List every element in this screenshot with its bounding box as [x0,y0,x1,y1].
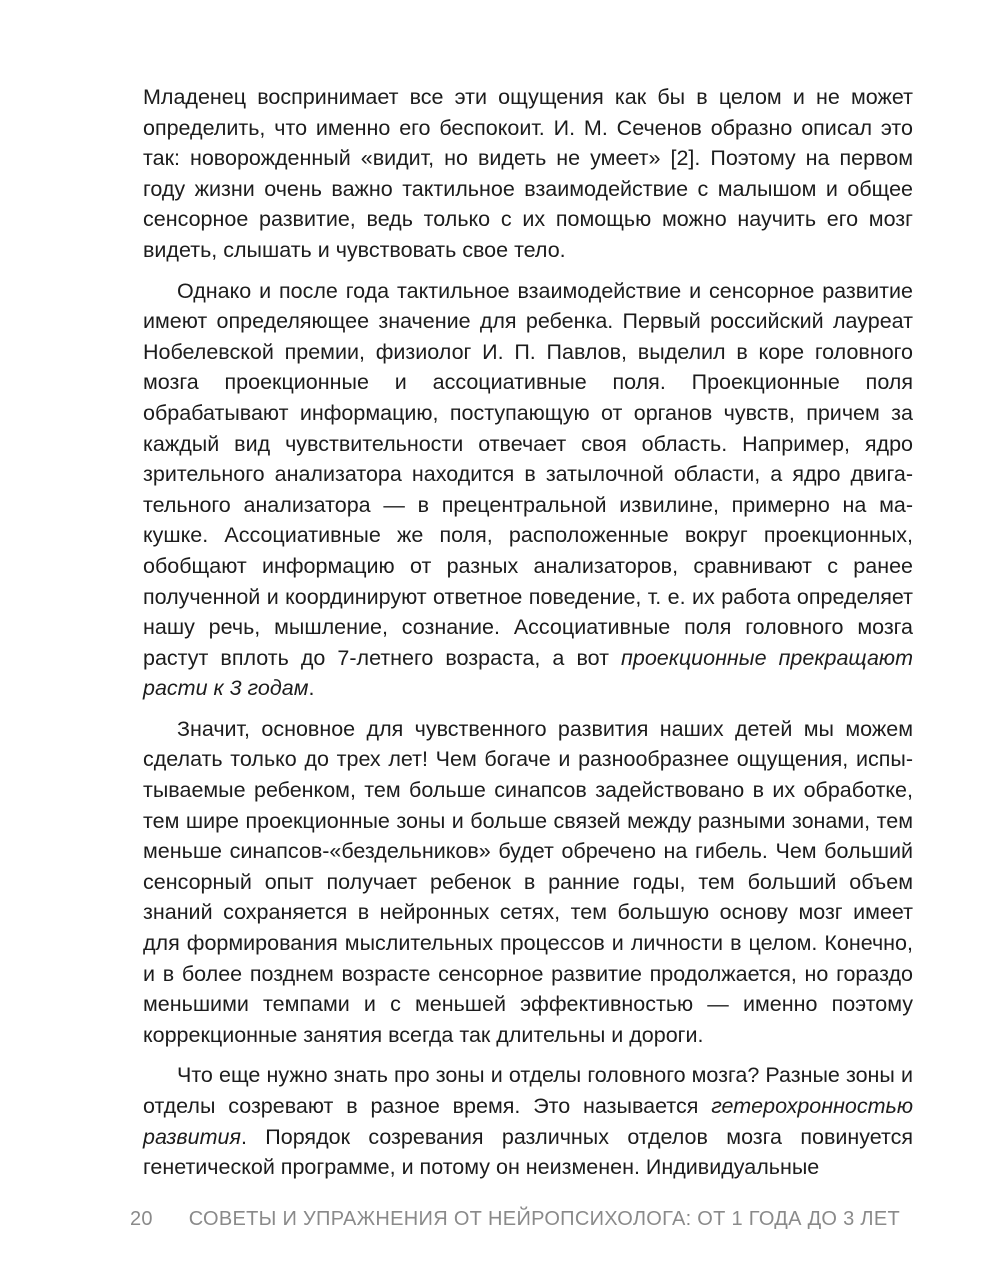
paragraph-text: Младенец воспринимает все эти ощущения как бы в целом и не может определить, что именно его беспокоит. И. М. Сеченов образно описал это так: новорожденный «видит, но видеть не умеет» [2]. Поэтому на первом году жизни очень важно тактильное взаимодействие с малышом и общее сенсорное развитие, ведь только с их помощью можно научить его мозг видеть, слышать и чувствовать свое тело. [143,85,913,262]
paragraph-3 [143,714,913,1051]
emphasis-text: проекционные прекращают расти к 3 годам [143,645,913,701]
running-title: СОВЕТЫ И УПРАЖНЕНИЯ ОТ НЕЙРОПСИХОЛОГА: ОТ 1 ГОДА ДО 3 ЛЕТ [188,1208,900,1230]
paragraph-text: . Порядок созревания различных отделов мозга повинуется генетической программе, и потому он неизменен. Индивидуальные [143,1124,913,1180]
paragraph-text: . [308,676,315,701]
paragraph-1 [143,82,913,266]
paragraph-4 [143,1060,913,1182]
paragraph-text: Значит, основное для чувственного развития наших детей мы можем сделать только до трех лет! Чем богаче и разнообразнее ощущения, испытываемые ребенком, тем больше синапсов задействовано в их обработке, тем шире проекционные зоны и больше связей между разными зонами, тем меньше синапсов-«бездельников» будет обречено на гибель. Чем больший сенсорный опыт получает ребенок в ранние годы, тем больший объем знаний сохраняется в нейронных сетях, тем большую основу мозг имеет для формирования мыслительных процессов и личности в целом. Конечно, и в более позднем возрасте сенсорное развитие продолжается, но гораздо меньшими темпами и с меньшей эффективностью — именно поэтому коррекционные занятия всегда так длительны и дороги. [143,716,913,1047]
emphasis-text: гетерохронностью развития [143,1094,913,1149]
paragraph-2 [143,276,913,704]
page-body [143,82,913,1183]
paragraph-text: Что еще нужно знать про зоны и отделы головного мозга? Разные зоны и отделы созревают в разное время. Это называется [143,1063,913,1118]
paragraph-text: Однако и после года тактильное взаимодействие и сенсорное развитие имеют определяющее значение для ребенка. Первый российский лауреат Нобелевской премии, физиолог И. П. Павлов, выделил в коре головного мозга проекционные и ассоциативные поля. Проекционные поля обрабатывают информацию, поступающую от органов чувств, причем за каждый вид чувствительности отвечает своя область. Например, ядро зрительного анализатора находится в затылочной области, а ядро двигательного анализатора — в прецентральной извилине, примерно на макушке. Ассоциативные же поля, расположенные вокруг проекционных, обобщают информацию от разных анализаторов, сравнивают с ранее полученной и координируют ответное поведение, т. е. их работа определяет нашу речь, мышление, сознание. Ассоциативные поля головного мозга растут вплоть до 7-летнего возраста, а вот [143,278,913,670]
page-number: 20 [130,1208,153,1230]
